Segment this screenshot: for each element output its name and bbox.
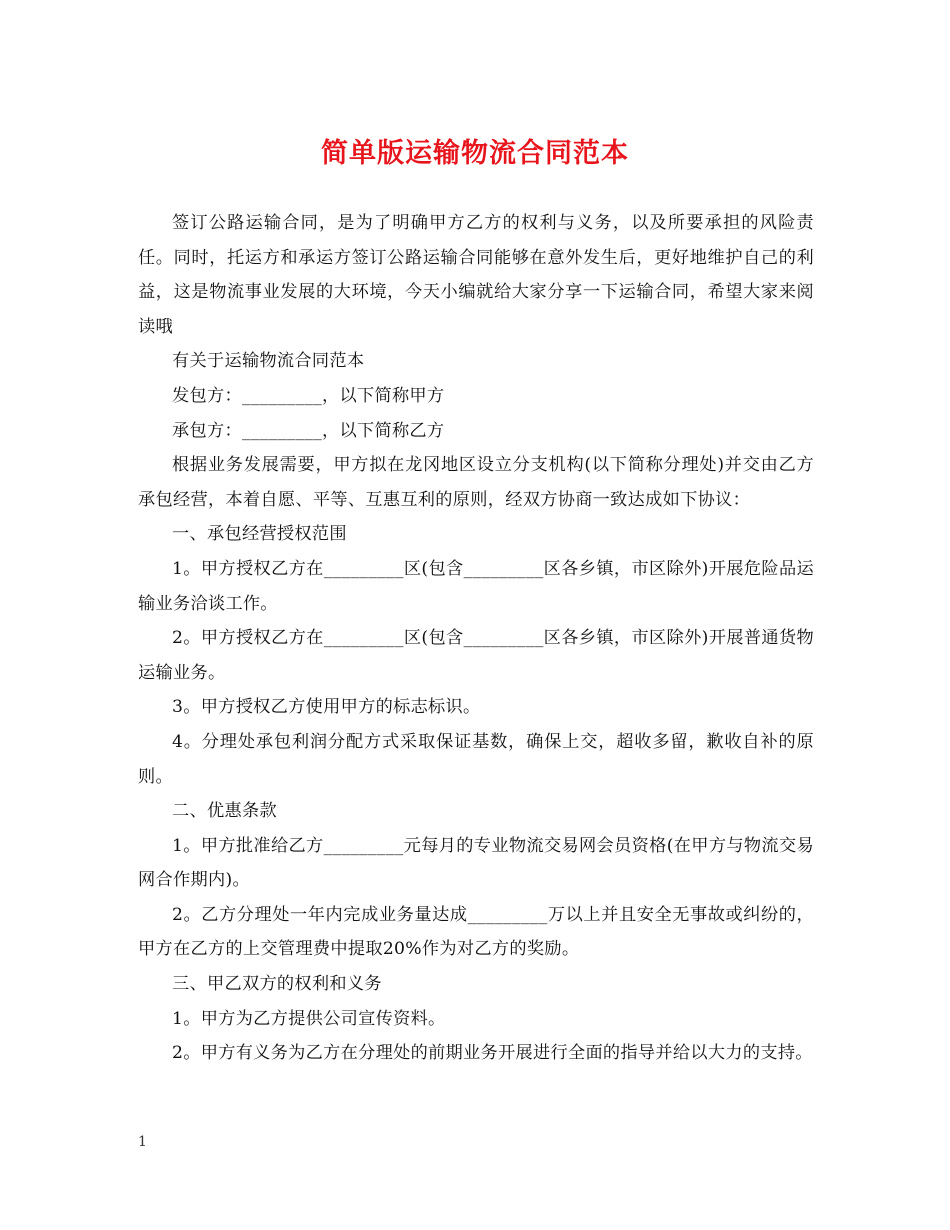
paragraph-party-a: 发包方：_________，以下简称甲方 xyxy=(172,385,445,406)
clause-3-2: 2。甲方有义务为乙方在分理处的前期业务开展进行全面的指导并给以大力的支持。 xyxy=(172,1043,813,1064)
document-title: 简单版运输物流合同范本 xyxy=(321,138,629,169)
page-number: 1 xyxy=(138,1134,147,1150)
clause-2-2: 2。乙方分理处一年内完成业务量达成_________万以上并且安全无事故或纠纷的，甲方在乙方的上交管理费中提取20%作为对乙方的奖励。 xyxy=(138,904,814,960)
clause-1-4: 4。分理处承包利润分配方式采取保证基数，确保上交，超收多留，歉收自补的原则。 xyxy=(138,731,814,787)
paragraph-preamble: 根据业务发展需要，甲方拟在龙冈地区设立分支机构(以下简称分理处)并交由乙方承包经营，本着自愿、平等、互惠互利的原则，经双方协商一致达成如下协议： xyxy=(138,455,814,510)
section-heading-2: 二、优惠条款 xyxy=(172,801,277,822)
paragraph-intro: 签订公路运输合同，是为了明确甲方乙方的权利与义务，以及所要承担的风险责任。同时，托运方和承运方签订公路运输合同能够在意外发生后，更好地维护自己的利益，这是物流事业发展的大环境，今天小编就给大家分享一下运输合同，希望大家来阅读哦 xyxy=(138,213,814,337)
clause-1-1: 1。甲方授权乙方在_________区(包含_________区各乡镇，市区除外)开展危险品运输业务洽谈工作。 xyxy=(138,558,814,614)
clause-1-3: 3。甲方授权乙方使用甲方的标志标识。 xyxy=(172,697,481,718)
section-heading-1: 一、承包经营授权范围 xyxy=(172,524,347,545)
paragraph-subtitle: 有关于运输物流合同范本 xyxy=(172,351,365,372)
clause-1-2: 2。甲方授权乙方在_________区(包含_________区各乡镇，市区除外)开展普通货物运输业务。 xyxy=(138,628,814,683)
clause-3-1: 1。甲方为乙方提供公司宣传资料。 xyxy=(172,1008,446,1029)
document-body xyxy=(138,206,814,1071)
section-heading-3: 三、甲乙双方的权利和义务 xyxy=(172,974,382,995)
clause-2-1: 1。甲方批准给乙方_________元每月的专业物流交易网会员资格(在甲方与物流交易网合作期内)。 xyxy=(138,835,814,891)
paragraph-party-b: 承包方：_________，以下简称乙方 xyxy=(172,420,445,441)
